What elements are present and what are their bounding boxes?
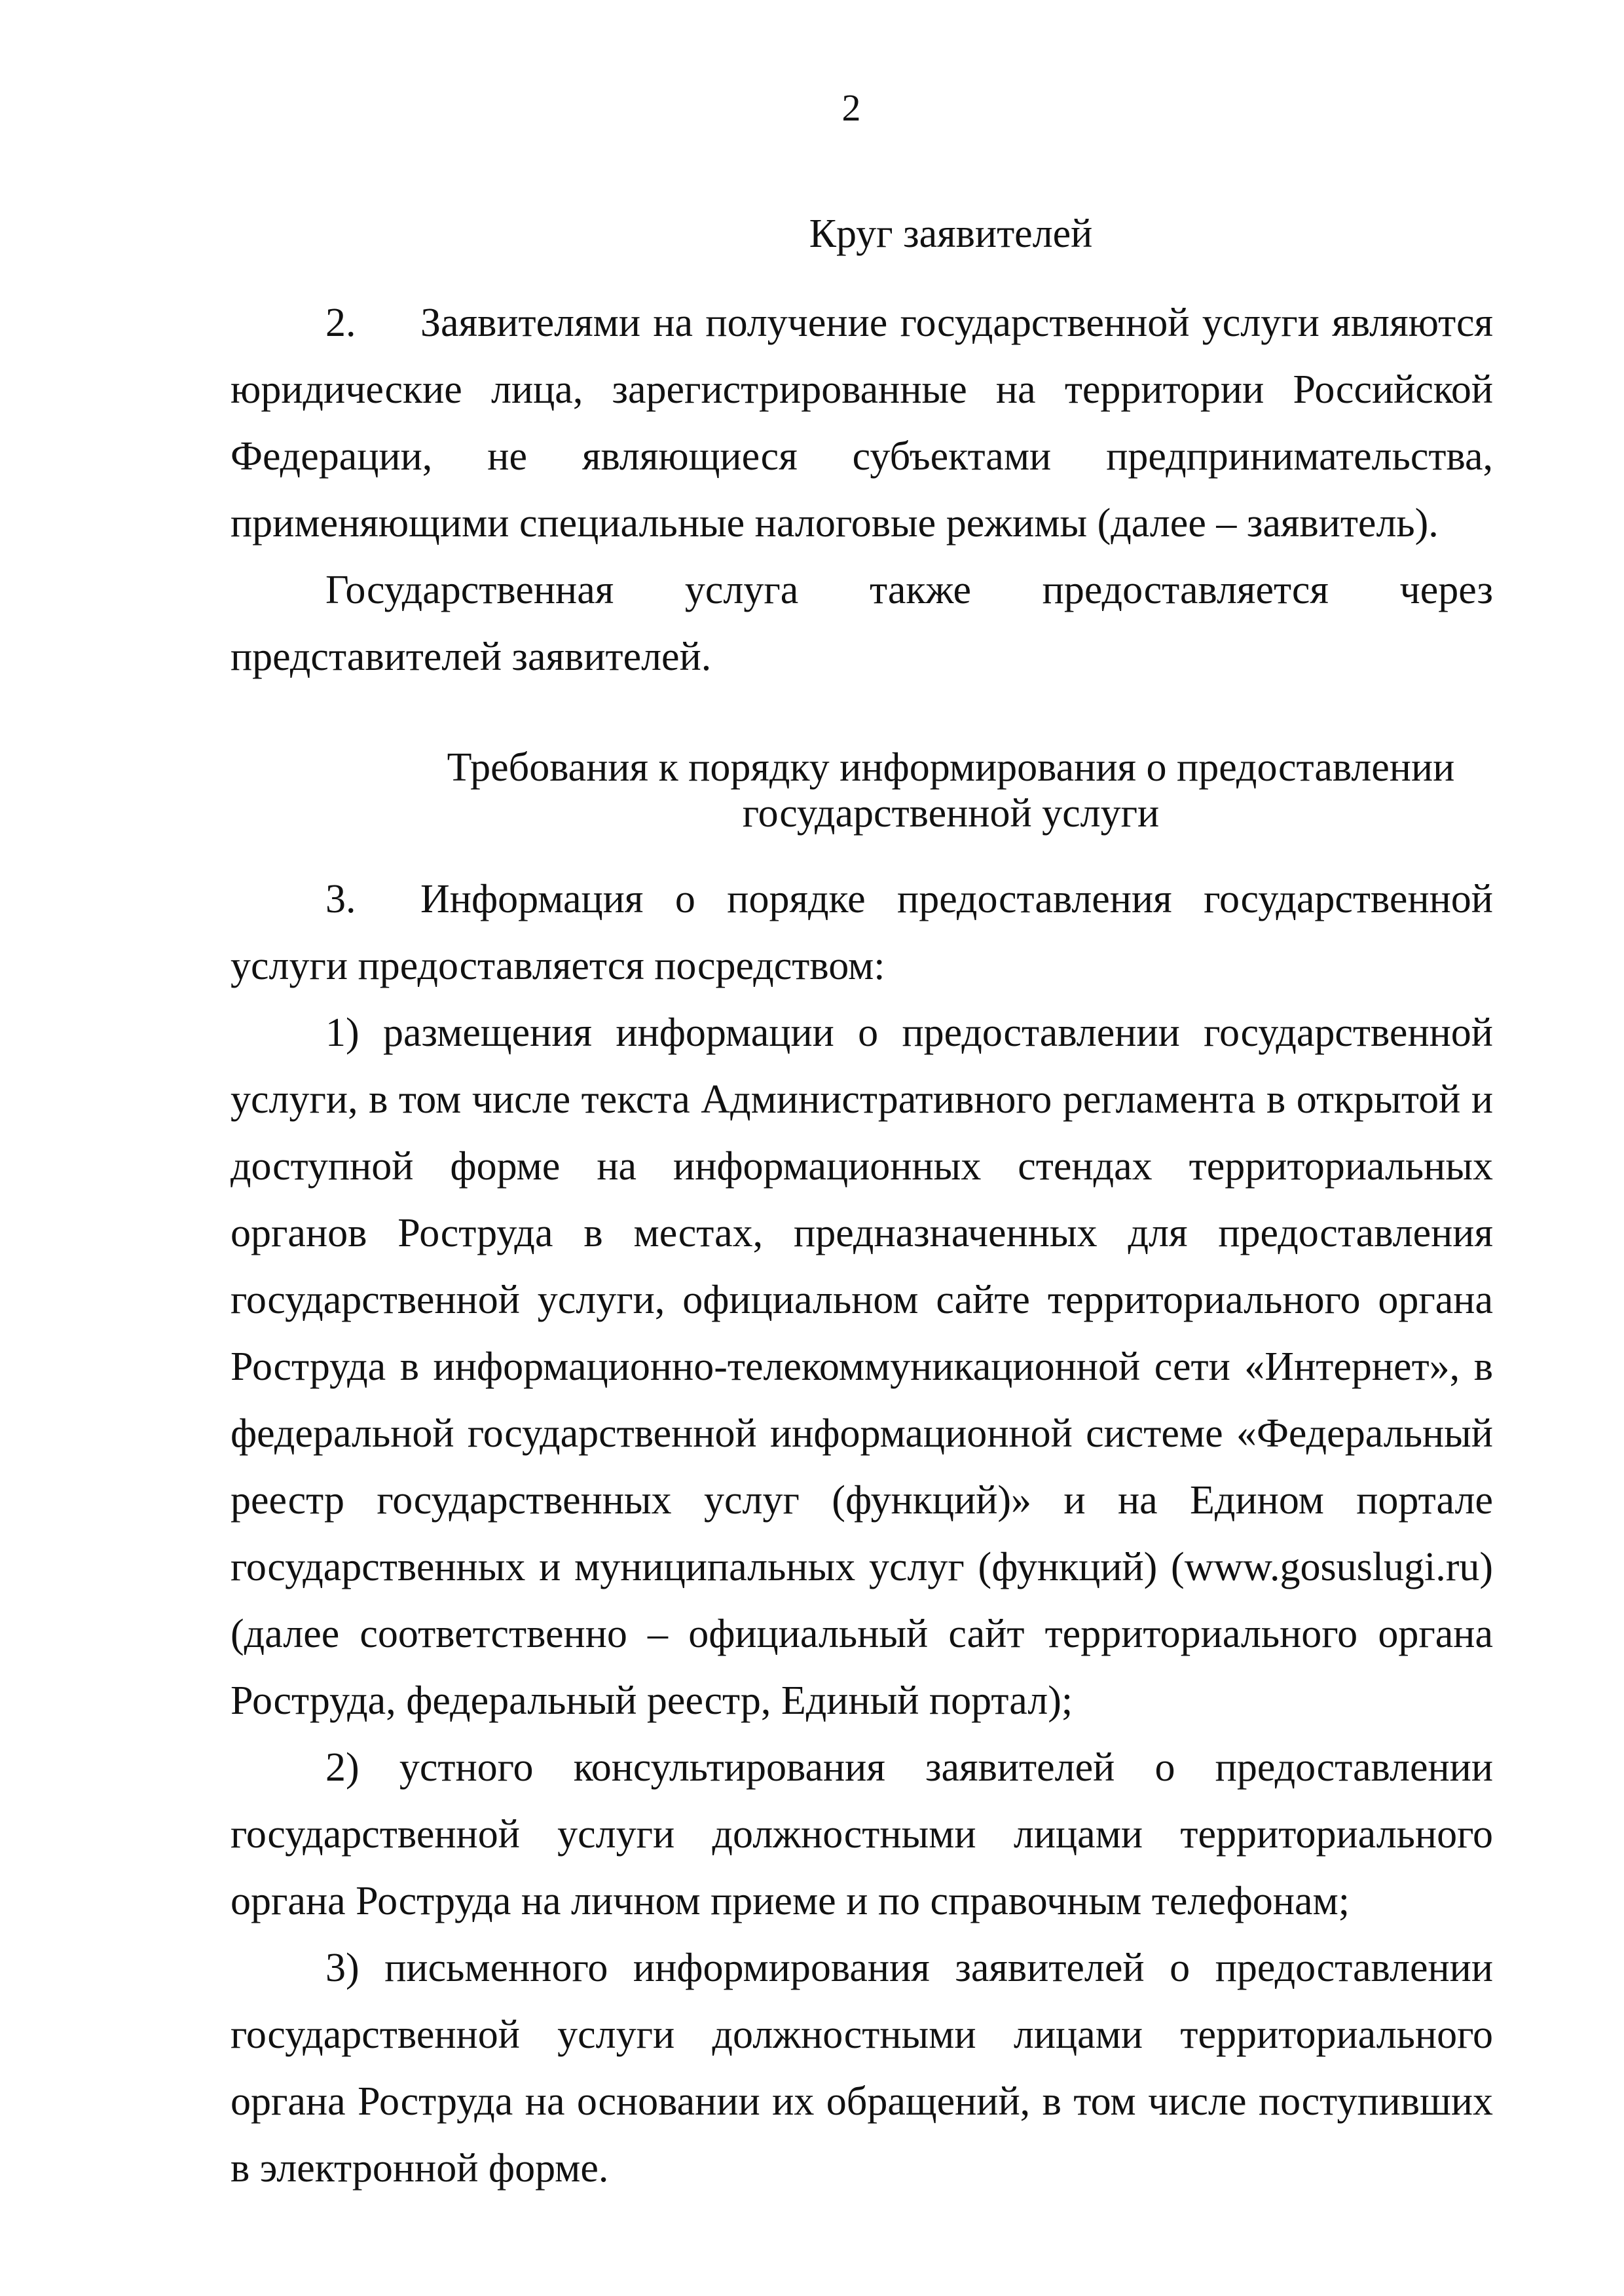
paragraph-number: 3. <box>325 877 356 921</box>
section-heading-applicants: Круг заявителей <box>809 212 1093 256</box>
paragraph-representatives: Государственная услуга также предоставляется через представителей заявителей. <box>231 568 1493 679</box>
list-item-3: 3) письменного информирования заявителей о предоставлении государственной услуги должностными лицами территориального органа Роструда на основании их обращений, в том числе поступивших в электронной форме. <box>231 1946 1493 2191</box>
paragraph-text: Заявителями на получение государственной услуги являются юридические лица, зарегистрированные на территории Российской Федерации, не являющиеся субъектами предпринимательства, применяющими специальные налоговые режимы (далее – заявитель). <box>231 301 1493 546</box>
section-applicants-body <box>231 289 1493 690</box>
paragraph-2 <box>231 289 1493 557</box>
section-heading-informing <box>231 745 1624 836</box>
heading-line-1: Требования к порядку информирования о предоставлении <box>447 745 1455 790</box>
list-item-2: 2) устного консультирования заявителей о предоставлении государственной услуги должностными лицами территориального органа Роструда на личном приеме и по справочным телефонам; <box>231 1745 1493 1923</box>
heading-line-2: государственной услуги <box>742 791 1160 836</box>
section-informing-body <box>231 866 1493 2202</box>
paragraph-text: Информация о порядке предоставления государственной услуги предоставляется посредством: <box>231 877 1493 988</box>
page-number: 2 <box>841 86 861 129</box>
paragraph-number: 2. <box>325 301 356 345</box>
list-item-1: 1) размещения информации о предоставлении государственной услуги, в том числе текста Административного регламента в открытой и доступной форме на информационных стендах территориальных органов Роструда в местах, предназначенных для предоставления государственной услуги, официальном сайте территориального органа Роструда в информационно-телекоммуникационной сети «Интернет», в федеральной государственной информационной системе «Федеральный реестр государственных услуг (функций)» и на Едином портале государственных и муниципальных услуг (функций) (www.gosuslugi.ru) (далее соответственно – официальный сайт территориального органа Роструда, федеральный реестр, Единый портал); <box>231 1010 1493 1723</box>
paragraph-3 <box>231 866 1493 999</box>
